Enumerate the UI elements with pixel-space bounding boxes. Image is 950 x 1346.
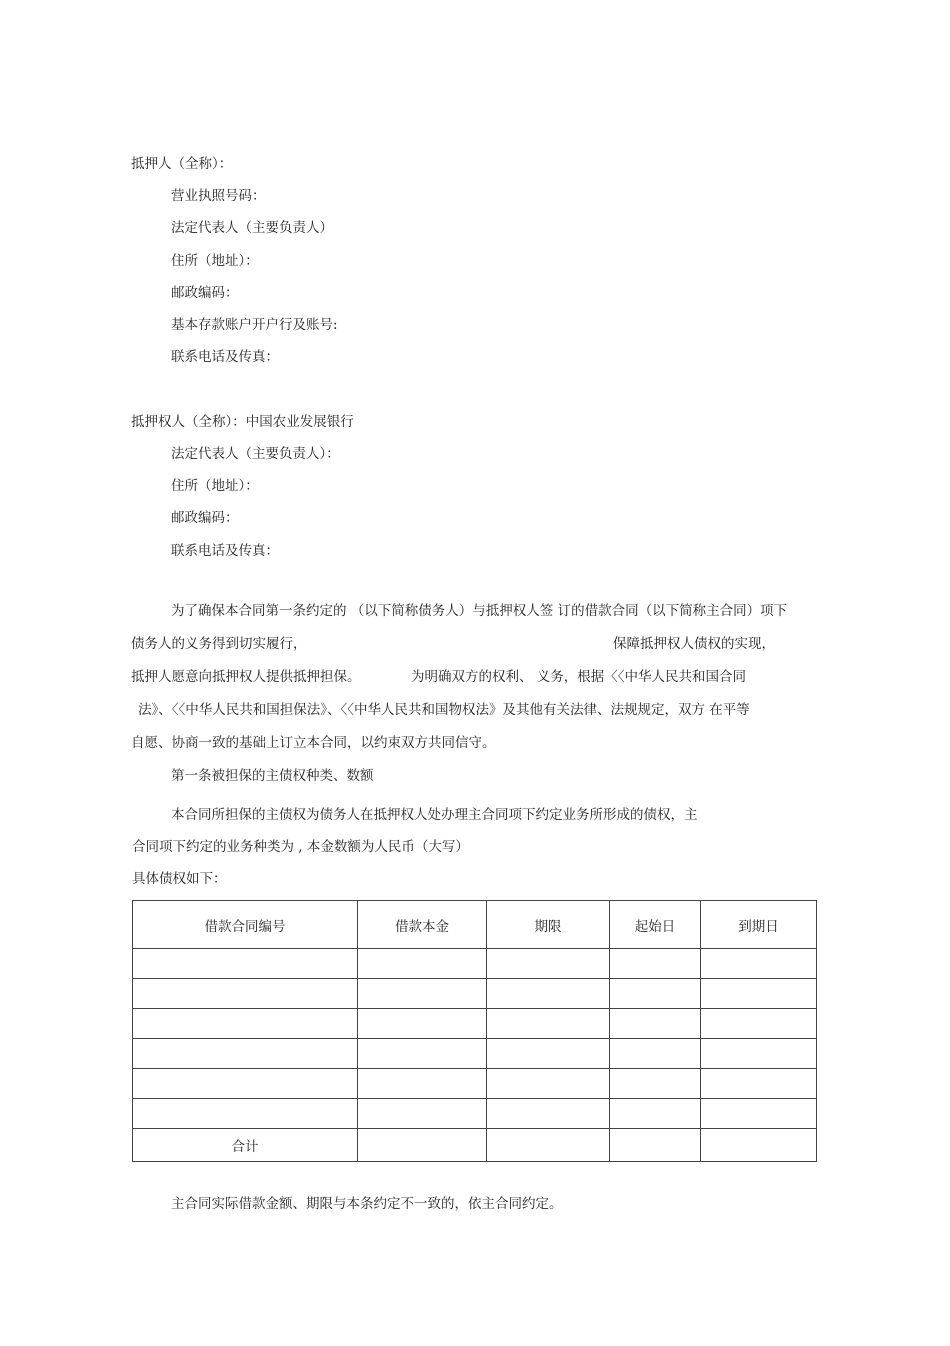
article-1-para-3: 具体债权如下： <box>132 871 227 887</box>
table-cell <box>701 1129 817 1162</box>
mortgagee-phone-fax-field: 联系电话及传真： <box>171 543 279 559</box>
preamble-line-5: 自愿、协商一致的基础上订立本合同，以约束双方共同信守。 <box>131 735 496 751</box>
header-contract-number: 借款合同编号 <box>133 901 358 949</box>
table-cell <box>358 949 487 979</box>
table-cell <box>701 979 817 1009</box>
table-cell <box>701 1039 817 1069</box>
table-cell <box>610 1129 701 1162</box>
preamble-line-1: 为了确保本合同第一条约定的 （以下简称债务人）与抵押权人签 订的借款合同（以下简称主合同）项下 <box>171 603 788 619</box>
table-cell <box>487 1129 610 1162</box>
table-cell <box>610 1069 701 1099</box>
total-label: 合计 <box>133 1129 358 1162</box>
table-row <box>133 1039 817 1069</box>
table-cell <box>487 1099 610 1129</box>
table-cell <box>701 1099 817 1129</box>
table-cell <box>487 1069 610 1099</box>
table-cell <box>133 1069 358 1099</box>
mortgagor-license-field: 营业执照号码： <box>171 188 266 204</box>
table-cell <box>701 1009 817 1039</box>
table-cell <box>358 1039 487 1069</box>
table-header-row <box>133 901 817 949</box>
debt-table <box>132 900 817 1162</box>
table-cell <box>133 1009 358 1039</box>
mortgagor-address-field: 住所（地址）： <box>171 253 259 269</box>
table-cell <box>610 979 701 1009</box>
table-cell <box>701 1069 817 1099</box>
table-cell <box>358 1069 487 1099</box>
mortgagor-legal-rep-field: 法定代表人（主要负责人） <box>171 220 333 236</box>
table-cell <box>487 979 610 1009</box>
header-due-date: 到期日 <box>701 901 817 949</box>
preamble-line-3a: 抵押人愿意向抵押权人提供抵押担保。 <box>131 669 361 685</box>
mortgagee-heading: 抵押权人（全称）：中国农业发展银行 <box>131 414 354 430</box>
table-cell <box>610 949 701 979</box>
table-cell <box>701 949 817 979</box>
mortgagee-address-field: 住所（地址）： <box>171 478 259 494</box>
table-cell <box>487 949 610 979</box>
footer-note: 主合同实际借款金额、期限与本条约定不一致的，依主合同约定。 <box>171 1196 563 1212</box>
table-cell <box>358 1009 487 1039</box>
table-row <box>133 979 817 1009</box>
mortgagee-postcode-field: 邮政编码： <box>171 510 239 526</box>
table-cell <box>133 949 358 979</box>
table-cell <box>610 1009 701 1039</box>
mortgagee-legal-rep-field: 法定代表人（主要负责人）： <box>171 446 340 462</box>
table-cell <box>358 1129 487 1162</box>
preamble-line-2a: 债务人的义务得到切实履行， <box>131 636 307 652</box>
table-row <box>133 949 817 979</box>
table-cell <box>358 979 487 1009</box>
table-cell <box>358 1099 487 1129</box>
table-cell <box>133 1099 358 1129</box>
article-1-para-1: 本合同所担保的主债权为债务人在抵押权人处办理主合同项下约定业务所形成的债权，主 <box>171 807 698 823</box>
table-cell <box>133 1039 358 1069</box>
table-row <box>133 1069 817 1099</box>
header-start-date: 起始日 <box>610 901 701 949</box>
table-cell <box>487 1009 610 1039</box>
preamble-line-2b: 保障抵押权人债权的实现， <box>613 636 775 652</box>
table-total-row <box>133 1129 817 1162</box>
table-row <box>133 1099 817 1129</box>
preamble-line-4: 法》、〈〈中华人民共和国担保法》、〈〈中华人民共和国物权法》及其他有关法律、法规规定，双方 在平等 <box>138 702 750 718</box>
mortgagor-phone-fax-field: 联系电话及传真： <box>171 349 279 365</box>
header-principal: 借款本金 <box>358 901 487 949</box>
table-cell <box>610 1039 701 1069</box>
preamble-line-3b: 为明确双方的权利、 义务，根据〈〈中华人民共和国合同 <box>411 669 747 685</box>
mortgagor-heading: 抵押人（全称）： <box>131 156 233 172</box>
mortgagor-postcode-field: 邮政编码： <box>171 285 239 301</box>
table-row <box>133 1009 817 1039</box>
table-cell <box>133 979 358 1009</box>
header-term: 期限 <box>487 901 610 949</box>
table-cell <box>487 1039 610 1069</box>
mortgagor-bank-account-field: 基本存款账户开户行及账号: <box>171 317 338 333</box>
article-1-para-2: 合同项下约定的业务种类为 , 本金数额为人民币（大写） <box>132 839 469 855</box>
article-1-title: 第一条被担保的主债权种类、数额 <box>171 768 374 784</box>
table-cell <box>610 1099 701 1129</box>
